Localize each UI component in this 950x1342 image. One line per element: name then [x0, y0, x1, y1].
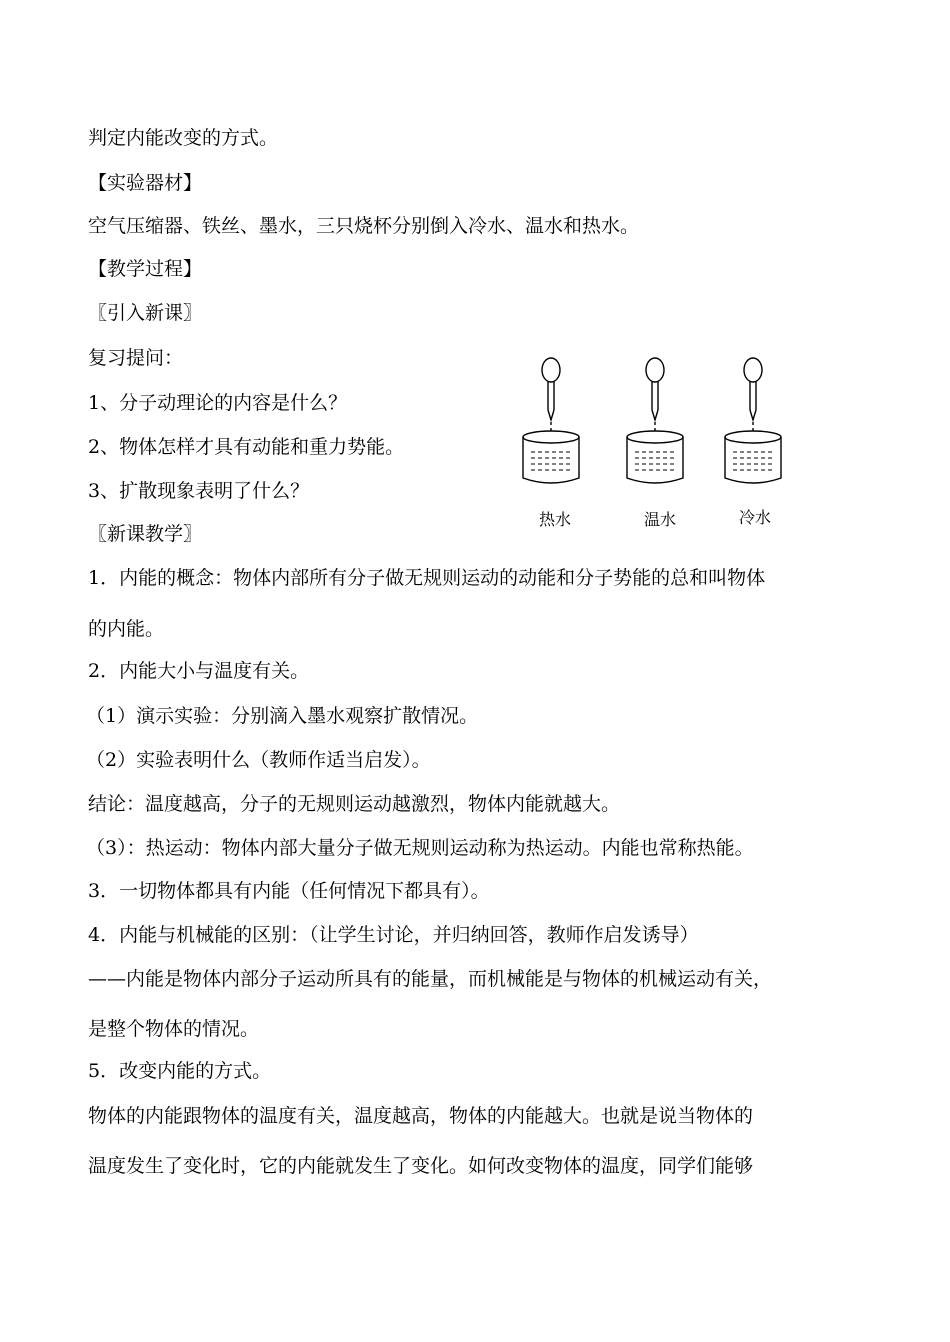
text-line: 5．改变内能的方式。: [88, 1060, 272, 1082]
text-line: 结论：温度越高，分子的无规则运动越激烈，物体内能就越大。: [88, 793, 621, 815]
question-item: 1、分子动理论的内容是什么？: [88, 392, 348, 414]
beaker-experiment-figure: [515, 352, 805, 542]
question-item: 3、扩散现象表明了什么？: [88, 480, 310, 502]
text-line: 1．内能的概念：物体内部所有分子做无规则运动的动能和分子势能的总和叫物体: [88, 567, 766, 589]
text-line: 温度发生了变化时，它的内能就发生了变化。如何改变物体的温度，同学们能够: [88, 1155, 754, 1177]
text-line: （2）实验表明什么（教师作适当启发）。: [86, 749, 431, 771]
cold-water-label: 冷水: [738, 508, 771, 527]
section-heading: 【教学过程】: [88, 258, 203, 280]
warm-water-beaker: [627, 358, 683, 483]
text-line: （3）：热运动：物体内部大量分子做无规则运动称为热运动。内能也常称热能。: [86, 837, 754, 859]
text-line: 空气压缩器、铁丝、墨水，三只烧杯分别倒入冷水、温水和热水。: [88, 215, 640, 237]
text-line: 复习提问：: [88, 347, 184, 369]
text-line: （1）演示实验：分别滴入墨水观察扩散情况。: [86, 705, 479, 727]
text-line: 的内能。: [88, 618, 165, 640]
section-heading: 【实验器材】: [88, 172, 203, 194]
dropper-over-beaker-icon: [515, 352, 805, 512]
text-line: 判定内能改变的方式。: [88, 127, 279, 149]
text-line: 3．一切物体都具有内能（任何情况下都具有）。: [88, 880, 490, 902]
cold-water-beaker: [725, 358, 781, 483]
question-item: 2、物体怎样才具有动能和重力势能。: [88, 436, 405, 458]
subsection-heading: 〖引入新课〗: [88, 302, 203, 324]
text-line: ——内能是物体内部分子运动所具有的能量，而机械能是与物体的机械运动有关，: [88, 968, 773, 990]
warm-water-label: 温水: [643, 510, 676, 529]
hot-water-beaker: [523, 358, 579, 483]
hot-water-label: 热水: [538, 510, 571, 529]
subsection-heading: 〖新课教学〗: [88, 523, 203, 545]
text-line: 4．内能与机械能的区别：（让学生讨论，并归纳回答，教师作启发诱导）: [88, 924, 699, 946]
text-line: 物体的内能跟物体的温度有关，温度越高，物体的内能越大。也就是说当物体的: [88, 1105, 754, 1127]
text-line: 2．内能大小与温度有关。: [88, 660, 310, 682]
text-line: 是整个物体的情况。: [88, 1018, 260, 1040]
